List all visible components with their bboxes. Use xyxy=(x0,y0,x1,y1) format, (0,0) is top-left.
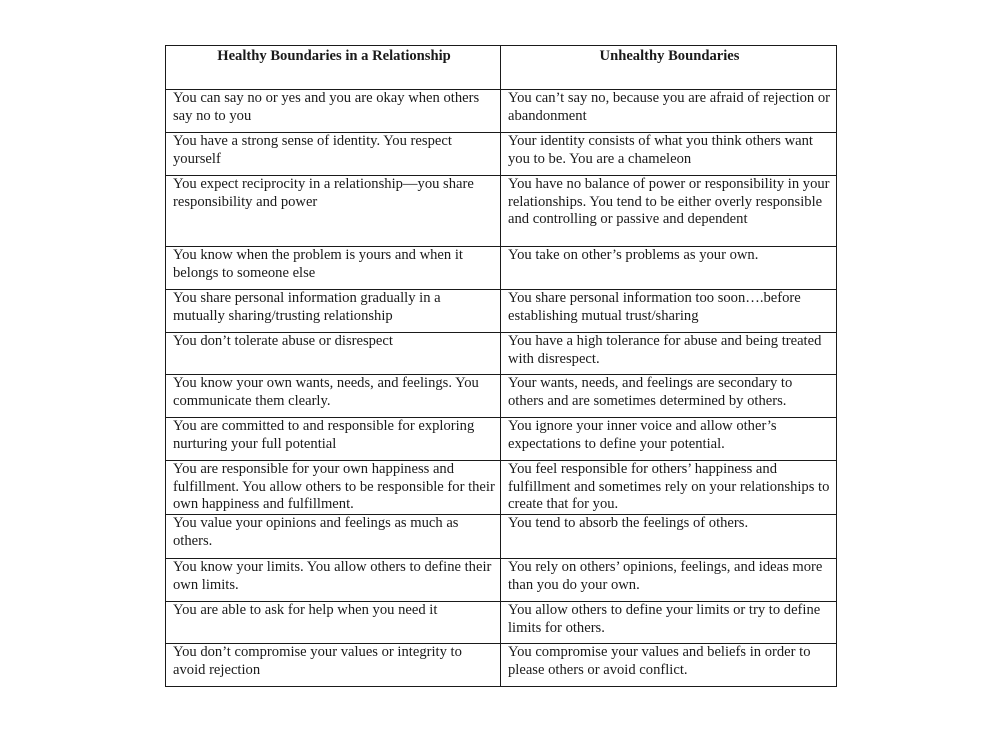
healthy-cell: You can say no or yes and you are okay when others say no to you xyxy=(166,90,501,133)
table-row xyxy=(166,176,837,247)
table-row xyxy=(166,133,837,176)
unhealthy-cell: You have a high tolerance for abuse and being treated with disrespect. xyxy=(501,333,837,375)
healthy-cell: You expect reciprocity in a relationship—you share responsibility and power xyxy=(166,176,501,247)
healthy-cell: You share personal information gradually in a mutually sharing/trusting relationship xyxy=(166,290,501,333)
table-row xyxy=(166,375,837,418)
table-header-row xyxy=(166,46,837,90)
healthy-cell: You are responsible for your own happiness and fulfillment. You allow others to be responsible for their own happiness and fulfillment. xyxy=(166,461,501,515)
table-row xyxy=(166,418,837,461)
unhealthy-cell: You share personal information too soon….before establishing mutual trust/sharing xyxy=(501,290,837,333)
healthy-cell: You know when the problem is yours and when it belongs to someone else xyxy=(166,247,501,290)
table-row xyxy=(166,602,837,644)
table-row xyxy=(166,559,837,602)
table-row xyxy=(166,90,837,133)
unhealthy-cell: You take on other’s problems as your own. xyxy=(501,247,837,290)
healthy-cell: You don’t compromise your values or integrity to avoid rejection xyxy=(166,644,501,687)
table-row xyxy=(166,644,837,687)
healthy-cell: You don’t tolerate abuse or disrespect xyxy=(166,333,501,375)
boundaries-comparison-table xyxy=(165,45,837,687)
unhealthy-cell: You tend to absorb the feelings of others. xyxy=(501,515,837,559)
table-row xyxy=(166,290,837,333)
unhealthy-cell: You compromise your values and beliefs in order to please others or avoid conflict. xyxy=(501,644,837,687)
unhealthy-cell: Your wants, needs, and feelings are secondary to others and are sometimes determined by others. xyxy=(501,375,837,418)
healthy-cell: You value your opinions and feelings as much as others. xyxy=(166,515,501,559)
unhealthy-cell: Your identity consists of what you think others want you to be. You are a chameleon xyxy=(501,133,837,176)
healthy-cell: You know your own wants, needs, and feelings. You communicate them clearly. xyxy=(166,375,501,418)
header-healthy-boundaries: Healthy Boundaries in a Relationship xyxy=(166,46,501,90)
header-unhealthy-boundaries: Unhealthy Boundaries xyxy=(501,46,837,90)
healthy-cell: You are able to ask for help when you need it xyxy=(166,602,501,644)
unhealthy-cell: You allow others to define your limits or try to define limits for others. xyxy=(501,602,837,644)
unhealthy-cell: You rely on others’ opinions, feelings, and ideas more than you do your own. xyxy=(501,559,837,602)
table-row xyxy=(166,333,837,375)
table-row xyxy=(166,247,837,290)
healthy-cell: You are committed to and responsible for exploring nurturing your full potential xyxy=(166,418,501,461)
healthy-cell: You know your limits. You allow others to define their own limits. xyxy=(166,559,501,602)
unhealthy-cell: You ignore your inner voice and allow other’s expectations to define your potential. xyxy=(501,418,837,461)
unhealthy-cell: You feel responsible for others’ happiness and fulfillment and sometimes rely on your relationships to create that for you. xyxy=(501,461,837,515)
unhealthy-cell: You can’t say no, because you are afraid of rejection or abandonment xyxy=(501,90,837,133)
table-row xyxy=(166,515,837,559)
healthy-cell: You have a strong sense of identity. You respect yourself xyxy=(166,133,501,176)
table-row xyxy=(166,461,837,515)
unhealthy-cell: You have no balance of power or responsibility in your relationships. You tend to be either overly responsible and controlling or passive and dependent xyxy=(501,176,837,247)
